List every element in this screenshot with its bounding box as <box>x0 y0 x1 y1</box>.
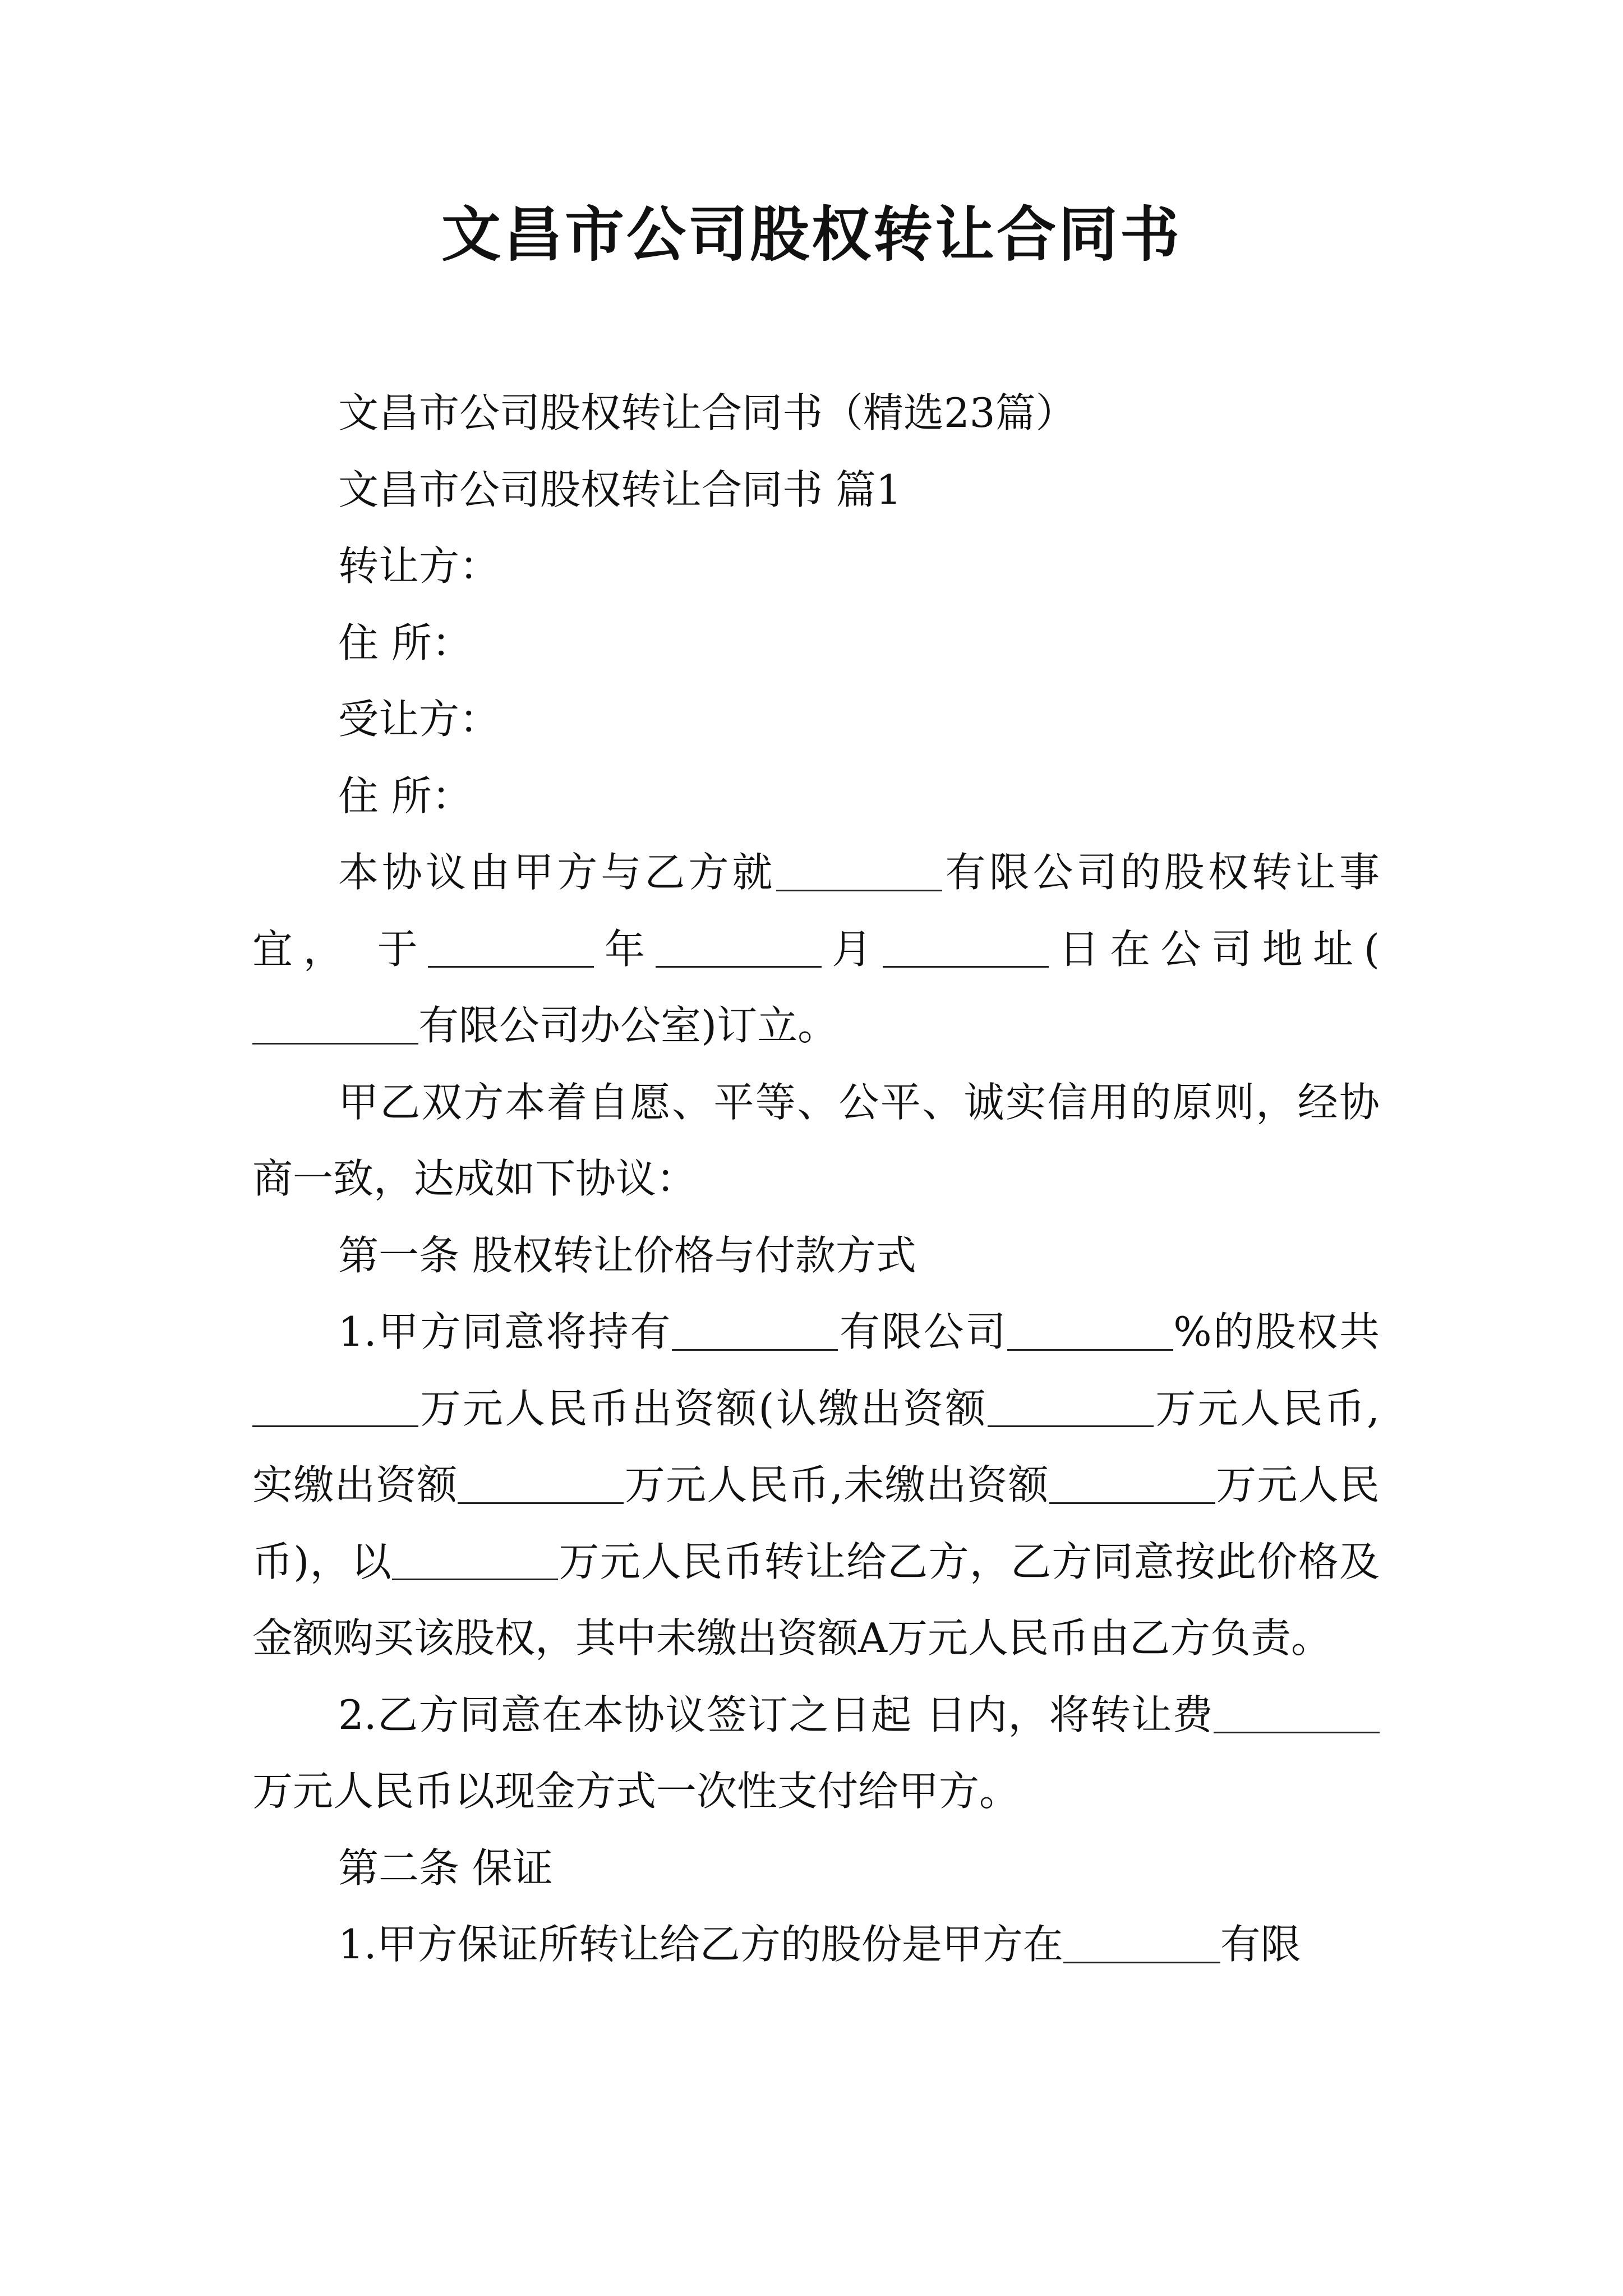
principles-paragraph: 甲乙双方本着自愿、平等、公平、诚实信用的原则，经协商一致，达成如下协议： <box>252 1078 1380 1202</box>
blank-field <box>883 926 1049 968</box>
blank-field <box>656 926 822 968</box>
blank-field <box>672 1309 838 1351</box>
blank-field <box>428 926 594 968</box>
blank-field <box>988 1385 1154 1427</box>
clause-1-1-paragraph: 1.甲方同意将持有 有限公司 %的股权共万元人民币出资额(认缴出资额 万元人民币,实缴出资额 万元人民币,未缴出资额 万元人民币)，以 万元人民币转让给乙方，乙方同意按此价格及金额购买该股权，其中未缴出资额A万元人民币由乙方负责。 <box>252 1308 1380 1662</box>
document-body <box>252 375 1380 1983</box>
clause-1-2-paragraph: 2.乙方同意在本协议签订之日起 日内，将转让费万元人民币以现金方式一次性支付给甲方。 <box>252 1677 1380 1830</box>
blank-field <box>1007 1309 1173 1351</box>
subtitle-line: 文昌市公司股权转让合同书（精选23篇） <box>338 389 1076 436</box>
blank-field <box>1214 1691 1380 1733</box>
blank-field <box>1063 1921 1220 1963</box>
article-two-heading: 第二条 保证 <box>338 1844 553 1892</box>
transferee-label: 受让方： <box>338 696 500 743</box>
blank-field <box>252 1385 418 1427</box>
document-title: 文昌市公司股权转让合同书 <box>441 199 1182 269</box>
transferor-address-label: 住 所： <box>338 619 472 666</box>
clause-2-1-paragraph: 1.甲方保证所转让给乙方的股份是甲方在 有限 <box>338 1921 1301 1968</box>
section-heading: 文昌市公司股权转让合同书 篇1 <box>338 466 902 513</box>
blank-field <box>458 1462 624 1504</box>
article-one-heading: 第一条 股权转让价格与付款方式 <box>338 1231 916 1279</box>
blank-field <box>392 1538 558 1580</box>
transferor-label: 转让方： <box>338 542 500 590</box>
blank-field <box>776 849 942 891</box>
transferee-address-label: 住 所： <box>338 772 472 820</box>
agreement-intro-paragraph: 本协议由甲方与乙方就 有限公司的股权转让事宜， 于 年 月 日在公司地址(有限公司办公室)订立。 <box>252 849 1380 1049</box>
blank-field <box>252 1002 418 1045</box>
blank-field <box>1049 1462 1215 1504</box>
